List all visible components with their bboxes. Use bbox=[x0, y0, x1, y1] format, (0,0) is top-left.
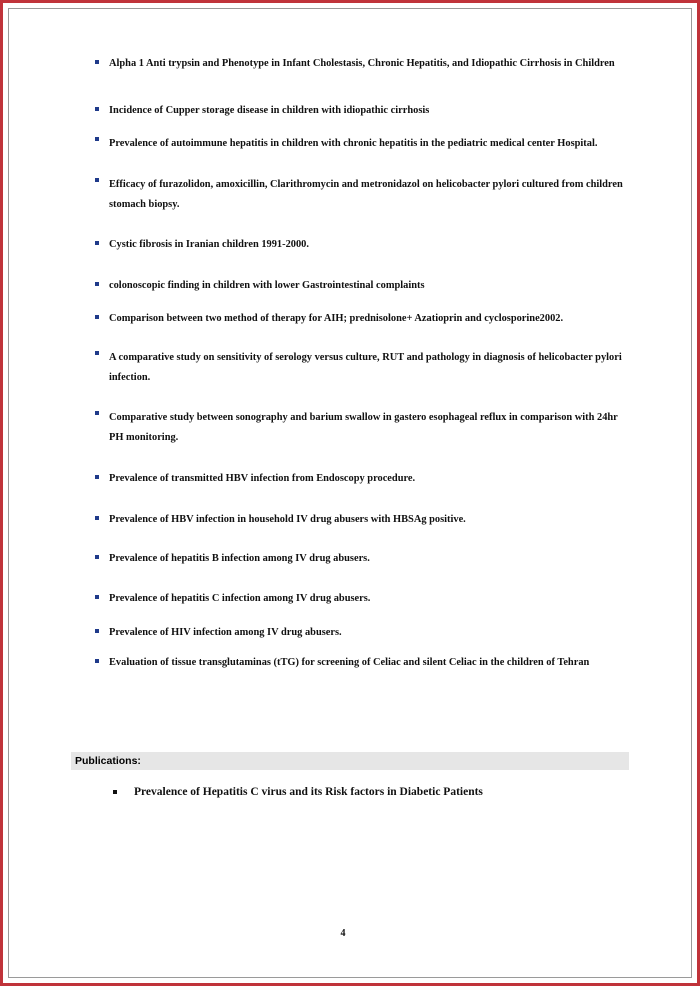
publications-heading-bar bbox=[71, 752, 629, 770]
list-item bbox=[95, 348, 630, 388]
list-item-text: Prevalence of hepatitis B infection among IV drug abusers. bbox=[109, 553, 370, 564]
bullet-icon bbox=[95, 137, 99, 141]
bullet-icon bbox=[95, 282, 99, 286]
list-item bbox=[95, 408, 630, 448]
list-item bbox=[95, 238, 630, 251]
list-item-text: Comparison between two method of therapy for AIH; prednisolone+ Azatioprin and cyclosporine2002. bbox=[109, 313, 564, 324]
list-item-text: Prevalence of HBV infection in household IV drug abusers with HBSAg positive. bbox=[109, 514, 466, 525]
list-item bbox=[95, 279, 630, 292]
list-item bbox=[95, 312, 630, 325]
list-item bbox=[95, 626, 630, 639]
list-item-text: Evaluation of tissue transglutaminas (tTG) for screening of Celiac and silent Celiac in the children of Tehran bbox=[109, 657, 590, 668]
list-item bbox=[95, 472, 630, 485]
bullet-icon bbox=[95, 555, 99, 559]
list-item-text: Incidence of Cupper storage disease in children with idiopathic cirrhosis bbox=[109, 105, 430, 116]
bullet-icon bbox=[95, 659, 99, 663]
list-item-text: Cystic fibrosis in Iranian children 1991-2000. bbox=[109, 239, 309, 250]
bullet-icon bbox=[95, 516, 99, 520]
list-item bbox=[95, 592, 630, 605]
bullet-icon bbox=[95, 241, 99, 245]
list-item-text: Comparative study between sonography and barium swallow in gastero esophageal reflux in comparison with 24hr PH monitoring. bbox=[109, 412, 618, 443]
bullet-icon bbox=[95, 315, 99, 319]
list-item bbox=[95, 57, 630, 70]
bullet-icon bbox=[95, 60, 99, 64]
bullet-icon bbox=[95, 411, 99, 415]
bullet-icon bbox=[95, 475, 99, 479]
publication-title: Prevalence of Hepatitis C virus and its Risk factors in Diabetic Patients bbox=[134, 786, 483, 798]
list-item-text: Prevalence of HIV infection among IV drug abusers. bbox=[109, 627, 342, 638]
list-item-text: Prevalence of transmitted HBV infection from Endoscopy procedure. bbox=[109, 473, 416, 484]
bullet-icon bbox=[113, 790, 117, 794]
list-item bbox=[95, 134, 630, 154]
list-item bbox=[95, 104, 630, 117]
list-item-text: A comparative study on sensitivity of serology versus culture, RUT and pathology in diagnosis of helicobacter pylori infection. bbox=[109, 352, 622, 383]
list-item bbox=[113, 785, 633, 799]
bullet-icon bbox=[95, 595, 99, 599]
bullet-icon bbox=[95, 629, 99, 633]
page-number: 4 bbox=[340, 928, 346, 939]
list-item-text: Efficacy of furazolidon, amoxicillin, Clarithromycin and metronidazol on helicobacter pylori cultured from children stomach biopsy. bbox=[109, 179, 623, 210]
publications-heading: Publications: bbox=[75, 755, 141, 767]
publications-list bbox=[113, 785, 633, 799]
bullet-icon bbox=[95, 178, 99, 182]
bullet-icon bbox=[95, 351, 99, 355]
list-item bbox=[95, 552, 630, 565]
list-item bbox=[95, 656, 630, 669]
list-item bbox=[95, 513, 630, 526]
bullet-icon bbox=[95, 107, 99, 111]
list-item-text: Alpha 1 Anti trypsin and Phenotype in Infant Cholestasis, Chronic Hepatitis, and Idiopathic Cirrhosis in Children bbox=[109, 58, 615, 69]
list-item-text: Prevalence of hepatitis C infection among IV drug abusers. bbox=[109, 593, 371, 604]
list-item-text: Prevalence of autoimmune hepatitis in children with chronic hepatitis in the pediatric medical center Hospital. bbox=[109, 138, 598, 149]
list-item-text: colonoscopic finding in children with lower Gastrointestinal complaints bbox=[109, 280, 425, 291]
list-item bbox=[95, 175, 630, 215]
